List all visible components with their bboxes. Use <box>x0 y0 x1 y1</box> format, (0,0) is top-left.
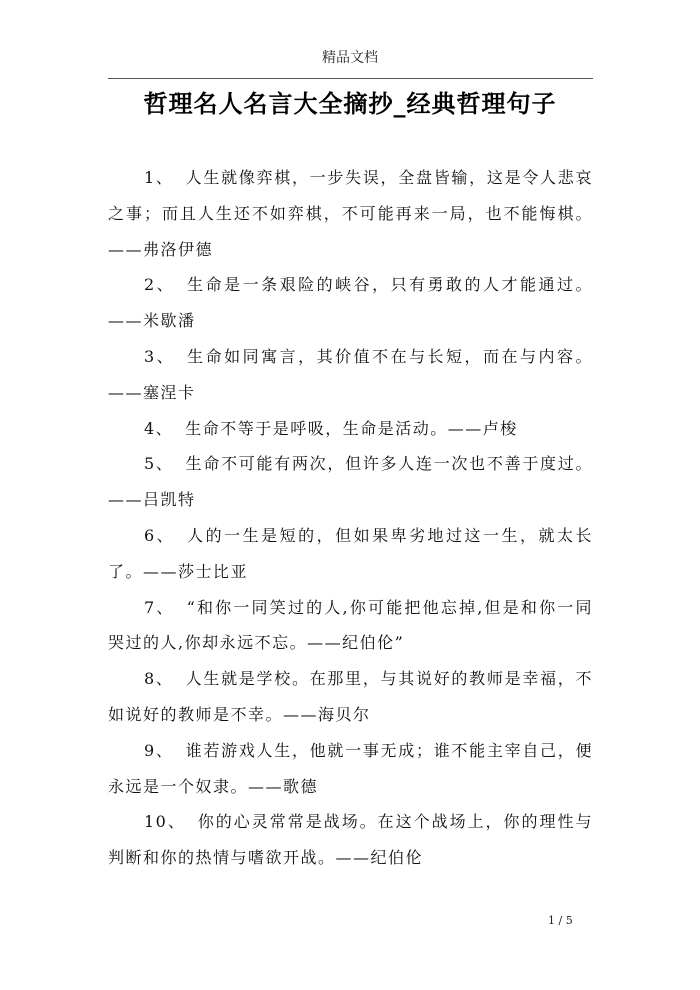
quote-text: 生命如同寓言，其价值不在与长短，而在与内容。——塞涅卡 <box>108 346 593 402</box>
quote-text: 生命不等于是呼吸，生命是活动。——卢梭 <box>185 418 518 438</box>
quote-text: 你的心灵常常是战场。在这个战场上，你的理性与判断和你的热情与嗜欲开战。——纪伯伦 <box>108 812 593 868</box>
page-number: 1 / 5 <box>548 914 573 927</box>
quote-number: 1、 <box>144 168 174 187</box>
quote-item <box>108 446 593 518</box>
quote-item <box>108 339 593 411</box>
quote-item <box>108 267 593 339</box>
quote-text: 人生就像弈棋，一步失误，全盘皆输，这是令人悲哀之事；而且人生还不如弈棋，不可能再来一局，也不能悔棋。——弗洛伊德 <box>108 168 593 259</box>
quote-text: “和你一同笑过的人,你可能把他忘掉,但是和你一同哭过的人,你却永远不忘。——纪伯伦” <box>108 597 593 653</box>
header-divider <box>108 78 593 79</box>
quote-text: 谁若游戏人生，他就一事无成；谁不能主宰自己，便永远是一个奴隶。——歌德 <box>108 740 593 796</box>
quote-item <box>108 661 593 733</box>
quote-number: 8、 <box>144 669 174 689</box>
quote-number: 5、 <box>144 454 174 474</box>
document-title: 哲理名人名言大全摘抄_经典哲理句子 <box>143 89 557 118</box>
quote-list <box>108 160 593 876</box>
quote-item <box>108 804 593 876</box>
quote-text: 生命是一条艰险的峡谷，只有勇敢的人才能通过。——米歇潘 <box>108 275 593 331</box>
quote-text: 人的一生是短的，但如果卑劣地过这一生，就太长了。——莎士比亚 <box>108 525 593 581</box>
document-header-label: 精品文档 <box>322 50 378 66</box>
quote-number: 7、 <box>144 597 175 617</box>
quote-item <box>108 518 593 590</box>
quote-number: 4、 <box>144 418 174 438</box>
quote-text: 人生就是学校。在那里，与其说好的教师是幸福，不如说好的教师是不幸。——海贝尔 <box>108 669 593 724</box>
quote-number: 9、 <box>144 740 174 760</box>
quote-number: 2、 <box>144 275 176 295</box>
quote-number: 10、 <box>144 812 186 832</box>
quote-number: 6、 <box>144 525 176 545</box>
quote-text: 生命不可能有两次，但许多人连一次也不善于度过。——吕凯特 <box>108 454 593 510</box>
quote-number: 3、 <box>144 346 176 366</box>
quote-item <box>108 590 593 662</box>
quote-item <box>108 411 593 447</box>
quote-item <box>108 733 593 805</box>
quote-item <box>108 160 593 267</box>
